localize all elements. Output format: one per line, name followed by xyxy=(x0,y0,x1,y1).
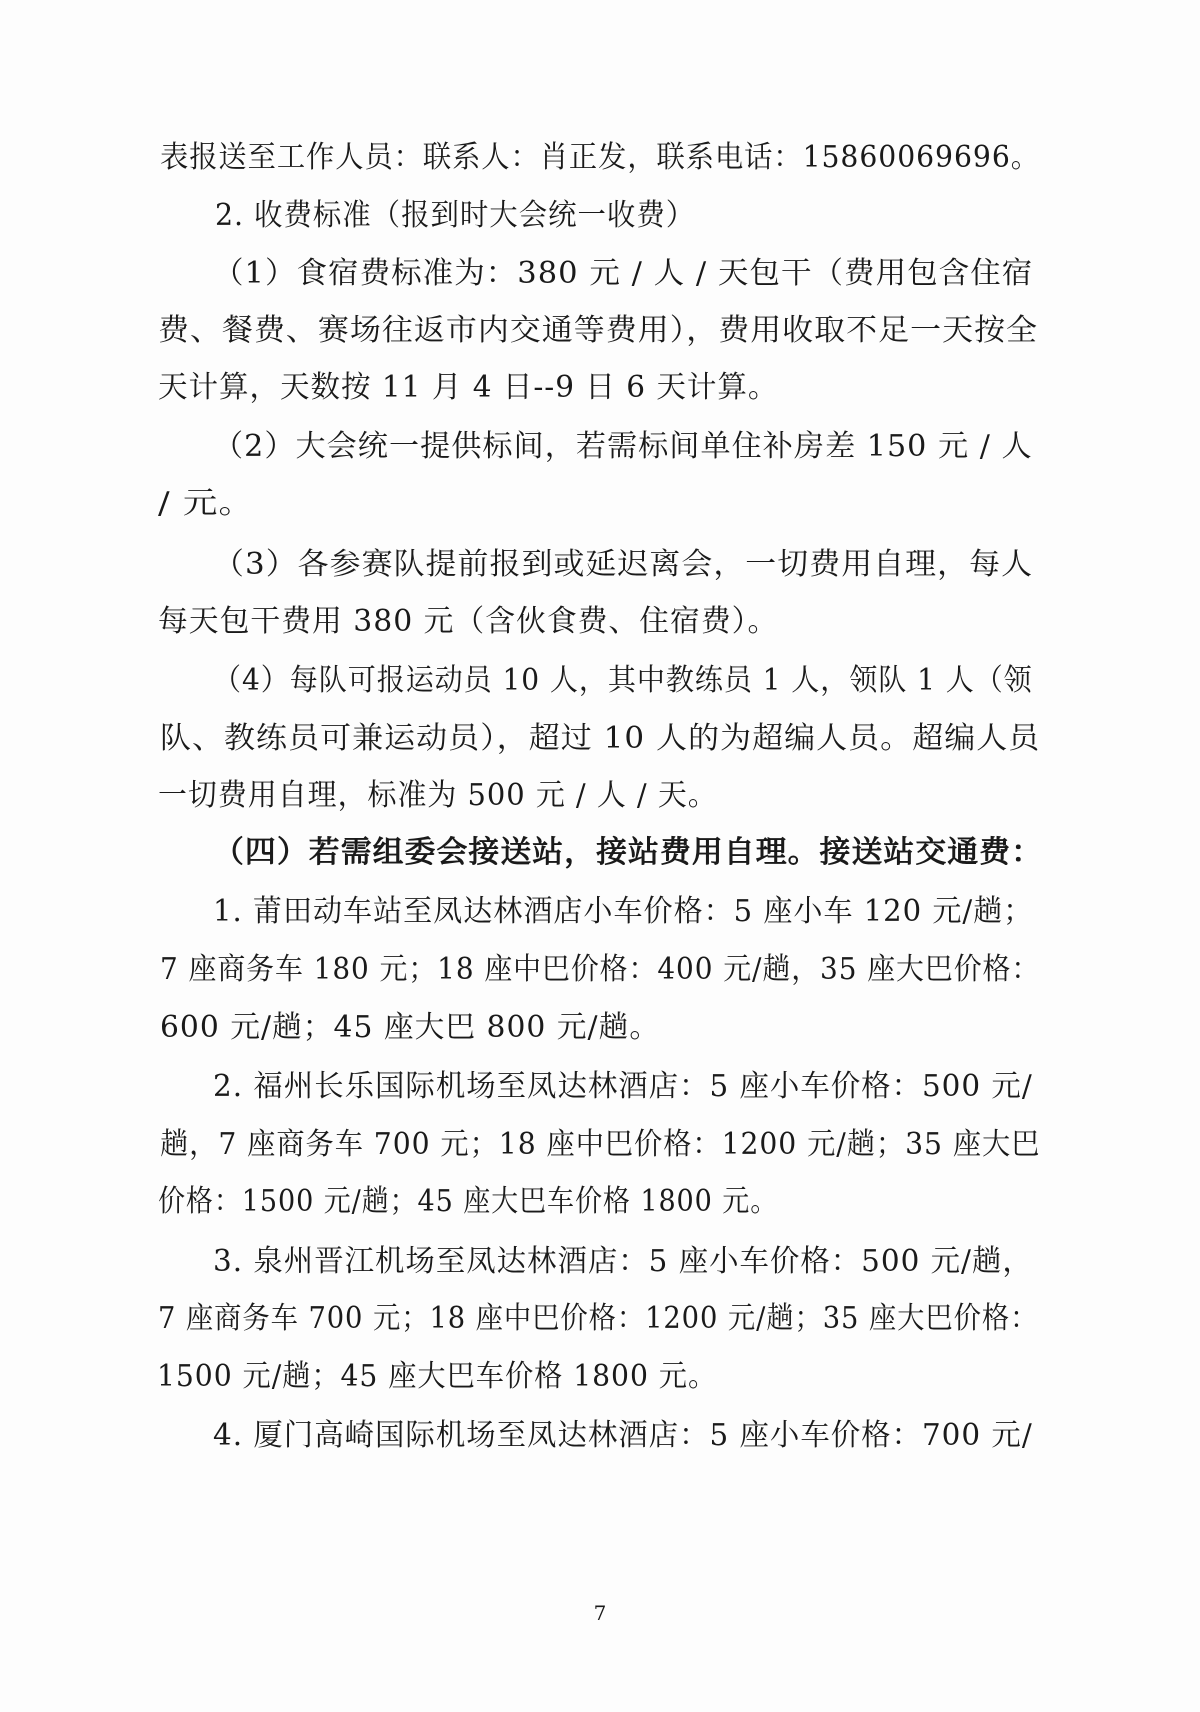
page-number: 7 xyxy=(593,1601,607,1625)
section-heading: （四）若需组委会接送站，接站费用自理。接送站交通费： xyxy=(213,835,1044,870)
text-line: 1500 元/趟；45 座大巴车价格 1800 元。 xyxy=(157,1359,718,1394)
text-line: / 元。 xyxy=(158,486,255,521)
text-line: 价格：1500 元/趟；45 座大巴车价格 1800 元。 xyxy=(158,1184,779,1219)
text-line: 4. 厦门高崎国际机场至凤达林酒店：5 座小车价格：700 元/ xyxy=(213,1418,1033,1453)
text-line: 600 元/趟；45 座大巴 800 元/趟。 xyxy=(160,1010,661,1045)
text-line: 一切费用自理，标准为 500 元 / 人 / 天。 xyxy=(158,778,718,813)
text-line: 费、餐费、赛场往返市内交通等费用），费用收取不足一天按全 xyxy=(158,313,1039,348)
text-line: （4）每队可报运动员 10 人，其中教练员 1 人，领队 1 人（领 xyxy=(213,663,1033,698)
text-line: 7 座商务车 700 元；18 座中巴价格：1200 元/趟；35 座大巴价格： xyxy=(158,1301,1039,1336)
text-line: （1）食宿费标准为：380 元 / 人 / 天包干（费用包含住宿 xyxy=(213,256,1034,291)
text-line: 队、教练员可兼运动员），超过 10 人的为超编人员。超编人员 xyxy=(160,721,1041,756)
text-line: 1. 莆田动车站至凤达林酒店小车价格：5 座小车 120 元/趟； xyxy=(213,894,1034,929)
text-line: 表报送至工作人员：联系人：肖正发，联系电话：15860069696。 xyxy=(160,140,1040,175)
text-line: 3. 泉州晋江机场至凤达林酒店：5 座小车价格：500 元/趟， xyxy=(213,1244,1033,1279)
text-line: 天计算，天数按 11 月 4 日--9 日 6 天计算。 xyxy=(158,370,779,405)
text-line: 2. 福州长乐国际机场至凤达林酒店：5 座小车价格：500 元/ xyxy=(213,1069,1033,1104)
text-line: 7 座商务车 180 元；18 座中巴价格：400 元/趟，35 座大巴价格： xyxy=(160,952,1041,987)
text-line: 趟，7 座商务车 700 元；18 座中巴价格：1200 元/趟；35 座大巴 xyxy=(160,1127,1041,1162)
text-line: （2）大会统一提供标间，若需标间单住补房差 150 元 / 人 xyxy=(213,429,1033,464)
text-line: 每天包干费用 380 元（含伙食费、住宿费）。 xyxy=(158,604,779,639)
text-line: （3）各参赛队提前报到或延迟离会，一切费用自理，每人 xyxy=(213,547,1034,582)
section-heading: 2. 收费标准（报到时大会统一收费） xyxy=(215,198,696,233)
